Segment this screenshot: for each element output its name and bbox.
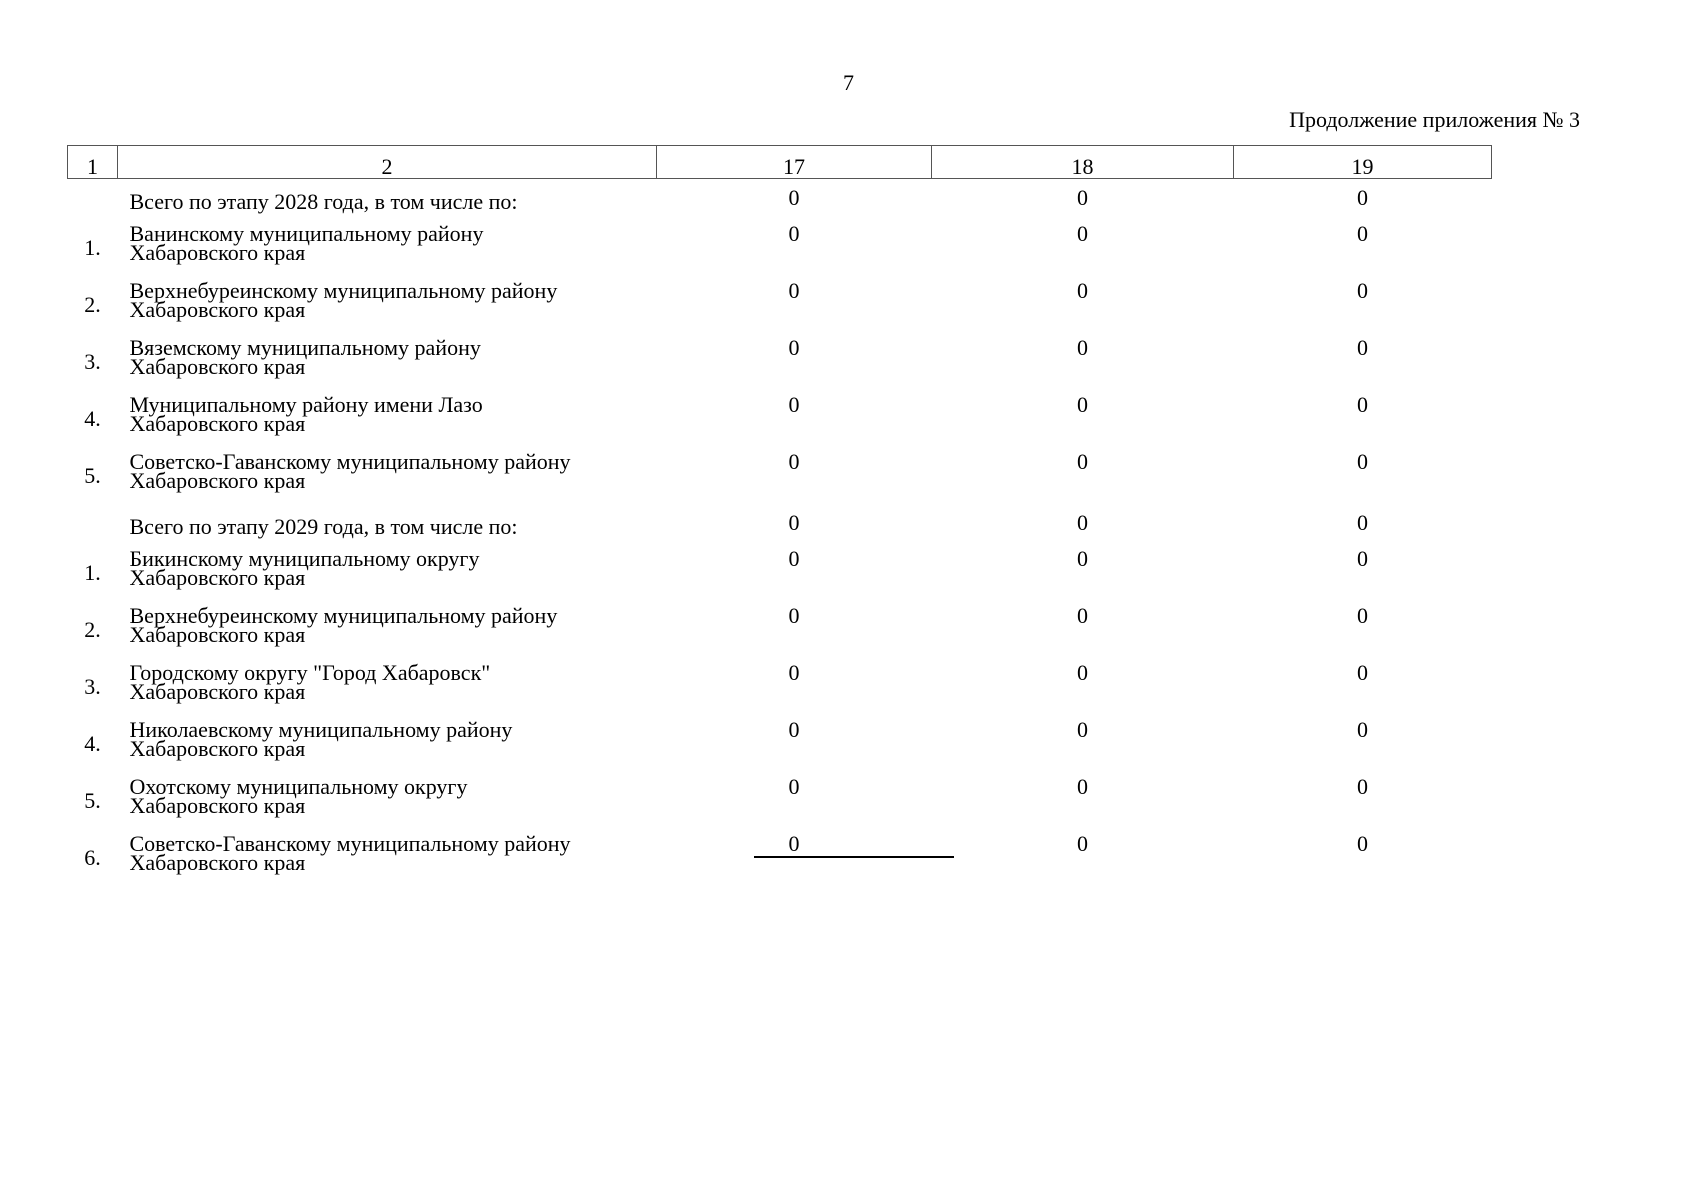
stage-total-row: [68, 179, 1492, 220]
row-number: 5.: [84, 787, 101, 813]
value-col-17: 0: [788, 603, 800, 628]
row-name-line2: Хабаровского края: [129, 736, 306, 761]
table-row: [68, 276, 1492, 333]
row-name-cell: [118, 658, 657, 715]
value-col-18: 0: [1077, 510, 1088, 535]
row-name-line2: Хабаровского края: [129, 468, 306, 493]
value-col-19: 0: [1357, 221, 1368, 246]
table-row: [68, 447, 1492, 504]
value-col-19: 0: [1357, 449, 1368, 474]
row-name-line2: Хабаровского края: [129, 240, 306, 265]
row-name-line1: Бикинскому муниципальному округу: [129, 546, 480, 571]
value-col-18: 0: [1077, 546, 1088, 571]
value-col-19: 0: [1357, 185, 1368, 210]
value-col-18: 0: [1077, 335, 1088, 360]
row-name-cell: [118, 333, 657, 390]
appendix-continuation-note: Продолжение приложения № 3: [1289, 107, 1580, 132]
value-col-19: 0: [1357, 546, 1368, 571]
value-col-18: 0: [1077, 185, 1088, 210]
value-col-17: 0: [788, 774, 800, 799]
row-name-cell: [118, 544, 657, 601]
row-number: 5.: [84, 462, 101, 488]
row-number: 3.: [84, 673, 101, 699]
row-name-line1: Охотскому муниципальному округу: [129, 774, 468, 799]
row-name-line2: Хабаровского края: [129, 354, 306, 379]
row-name-line1: Ванинскому муниципальному району: [129, 221, 484, 246]
value-col-17: 0: [788, 392, 800, 417]
value-col-17: 0: [788, 449, 800, 474]
table-row: [68, 544, 1492, 601]
row-number: 2.: [84, 616, 101, 642]
row-name-line1: Всего по этапу 2028 года, в том числе по:: [129, 189, 518, 214]
row-number: [68, 504, 118, 544]
end-divider-line: [754, 856, 954, 858]
row-name-cell: [118, 504, 657, 544]
value-col-19: 0: [1357, 603, 1368, 628]
value-col-18: 0: [1077, 831, 1088, 856]
row-name-cell: [118, 390, 657, 447]
data-table: [67, 145, 1492, 886]
row-name-line1: Верхнебуреинскому муниципальному району: [129, 278, 558, 303]
table-row: [68, 219, 1492, 276]
value-col-17: 0: [788, 185, 800, 210]
value-col-19: 0: [1357, 831, 1368, 856]
row-number: 1.: [84, 559, 101, 585]
value-col-17: 0: [788, 278, 800, 303]
value-col-18: 0: [1077, 660, 1088, 685]
header-col-2: 2: [118, 146, 657, 179]
header-col-19: 19: [1234, 146, 1492, 179]
row-name-line2: Хабаровского края: [129, 622, 306, 647]
table-row: [68, 772, 1492, 829]
value-col-18: 0: [1077, 278, 1088, 303]
row-number: 3.: [84, 348, 101, 374]
row-name-line1: Советско-Гаванскому муниципальному району: [129, 449, 571, 474]
row-name-line2: Хабаровского края: [129, 297, 306, 322]
value-col-17: 0: [788, 831, 800, 856]
row-name-cell: [118, 179, 657, 220]
table-row: [68, 658, 1492, 715]
table-row: [68, 601, 1492, 658]
row-name-cell: [118, 829, 657, 886]
row-name-line2: Хабаровского края: [129, 793, 306, 818]
table-row: [68, 715, 1492, 772]
row-number: [68, 179, 118, 220]
table-row: [68, 333, 1492, 390]
row-name-line1: Муниципальному району имени Лазо: [129, 392, 483, 417]
value-col-17: 0: [788, 660, 800, 685]
row-number: 4.: [84, 405, 101, 431]
header-col-17: 17: [657, 146, 932, 179]
table-row: [68, 390, 1492, 447]
row-name-line1: Советско-Гаванскому муниципальному району: [129, 831, 571, 856]
row-name-line1: Всего по этапу 2029 года, в том числе по:: [129, 514, 518, 539]
value-col-17: 0: [788, 546, 800, 571]
value-col-18: 0: [1077, 603, 1088, 628]
row-name-cell: [118, 219, 657, 276]
header-col-18: 18: [932, 146, 1234, 179]
value-col-19: 0: [1357, 335, 1368, 360]
value-col-18: 0: [1077, 717, 1088, 742]
row-name-line2: Хабаровского края: [129, 850, 306, 875]
stage-total-row: [68, 504, 1492, 544]
row-name-cell: [118, 276, 657, 333]
row-name-line1: Николаевскому муниципальному району: [129, 717, 513, 742]
row-name-cell: [118, 447, 657, 504]
row-name-cell: [118, 772, 657, 829]
value-col-18: 0: [1077, 221, 1088, 246]
value-col-19: 0: [1357, 278, 1368, 303]
row-name-line1: Вяземскому муниципальному району: [129, 335, 481, 360]
value-col-17: 0: [788, 510, 800, 535]
page-number: 7: [843, 70, 854, 95]
row-name-line2: Хабаровского края: [129, 679, 306, 704]
value-col-18: 0: [1077, 392, 1088, 417]
row-number: 6.: [84, 844, 101, 870]
row-number: 1.: [84, 234, 101, 260]
row-name-line1: Городскому округу "Город Хабаровск": [129, 660, 491, 685]
row-name-line2: Хабаровского края: [129, 565, 306, 590]
value-col-19: 0: [1357, 774, 1368, 799]
value-col-18: 0: [1077, 449, 1088, 474]
row-name-cell: [118, 715, 657, 772]
value-col-19: 0: [1357, 660, 1368, 685]
row-number: 2.: [84, 291, 101, 317]
value-col-17: 0: [788, 221, 800, 246]
row-name-line1: Верхнебуреинскому муниципальному району: [129, 603, 558, 628]
value-col-17: 0: [788, 335, 800, 360]
row-name-line2: Хабаровского края: [129, 411, 306, 436]
value-col-19: 0: [1357, 717, 1368, 742]
value-col-18: 0: [1077, 774, 1088, 799]
value-col-17: 0: [788, 717, 800, 742]
value-col-19: 0: [1357, 392, 1368, 417]
header-row: [68, 146, 1492, 179]
row-name-cell: [118, 601, 657, 658]
header-col-1: 1: [68, 146, 118, 179]
row-number: 4.: [84, 730, 101, 756]
table-body: [68, 179, 1492, 887]
value-col-19: 0: [1357, 510, 1368, 535]
